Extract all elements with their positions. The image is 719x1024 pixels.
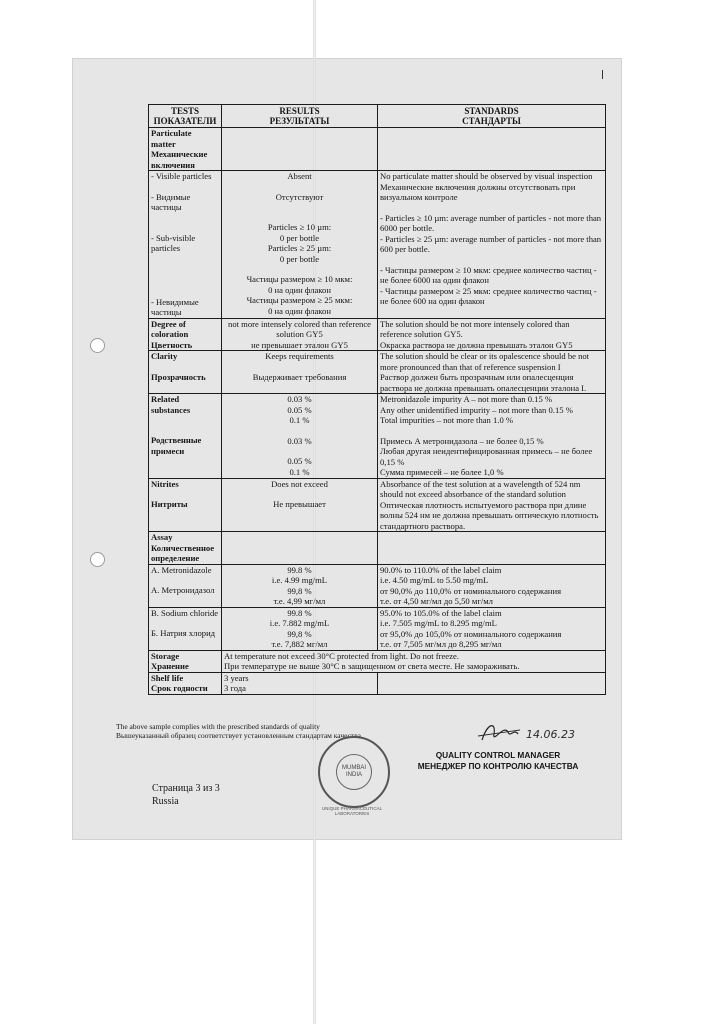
storage-name: Storage Хранение [149,650,222,672]
coloration-row [149,318,606,351]
company-stamp [318,736,390,808]
shelf-life-value: 3 years 3 года [222,672,378,694]
punch-hole-bottom [90,552,105,567]
shelf-life-name: Shelf life Срок годности [149,672,222,694]
assay-test-name: Assay Количественное определение [149,532,222,565]
coloration-result: not more intensely colored than reference solution GY5 не превышает эталон GY5 [222,318,378,351]
related-standards: Metronidazole impurity A – not more than 0.15 % Any other unidentified impurity – not more than 0.15 % Total impurities – not more than 1.0 % Примесь А метронидазола – не более 0,15 % Любая другая неидентифицированная примесь – не более 0,15 % Сумма примесей – не более 1,0 % [378,394,606,479]
nitrites-test-name: Nitrites Нитриты [149,478,222,532]
shelf-life-row [149,672,606,694]
particulate-title-row [149,128,606,171]
clarity-result: Keeps requirements Выдерживает требования [222,351,378,394]
particulate-detail-row [149,171,606,319]
particulate-standards: No particulate matter should be observed by visual inspection Механические включения должны отсутствовать при визуальном контроле - Particles ≥ 10 µm: average number of particles - not more than 6000 per bottle. - Particles ≥ 25 µm: average number of particles - not more than 600 per bottle. - Частицы размером ≥ 10 мкм: среднее количество частиц - не более 6000 на один флакон - Частицы размером ≥ 25 мкм: среднее количество частиц - не более 600 на один флакон [378,171,606,319]
particulate-subtests: - Visible particles - Видимые частицы - Sub-visible particles - Невидимые частицы [149,171,222,319]
punch-hole-top [90,338,105,353]
clarity-standard: The solution should be clear or its opalescence should be not more pronounced than that of reference suspension I Раствор должен быть прозрачным или опалесценция раствора не должна превышать опалесценции эталона I. [378,351,606,394]
assay-title-row [149,532,606,565]
country: Russia [152,796,179,807]
particulate-test-name: Particulate matter Механические включения [149,128,222,171]
scan-mark [602,70,603,79]
assay-metronidazole-name: A. Metronidazole А. Метронидазол [149,564,222,607]
tests-header: TESTS ПОКАЗАТЕЛИ [149,105,222,128]
clarity-test-name: Clarity Прозрачность [149,351,222,394]
related-test-name: Related substances Родственные примеси [149,394,222,479]
assay-sodium-chloride-name: B. Sodium chloride Б. Натрия хлорид [149,607,222,650]
assay-metronidazole-result: 99.8 % i.e. 4.99 mg/mL 99,8 % т.е. 4,99 мг/мл [222,564,378,607]
nitrites-row [149,478,606,532]
coloration-standard: The solution should be not more intensely colored than reference solution GY5. Окраска раствора не должна превышать эталон GY5 [378,318,606,351]
stamp-city: MUMBAI [342,765,366,771]
related-results: 0.03 % 0.05 % 0.1 % 0.03 % 0.05 % 0.1 % [222,394,378,479]
assay-sodium-chloride-row [149,607,606,650]
nitrites-result: Does not exceed Не превышает [222,478,378,532]
assay-sodium-chloride-result: 99.8 % i.e. 7.882 mg/mL 99,8 % т.е. 7,882 мг/мл [222,607,378,650]
page-footer [152,782,220,808]
storage-conditions: At temperature not exceed 30°C protected from light. Do not freeze. При температуре не выше 30°С в защищенном от света месте. Не замораживать. [222,650,606,672]
assay-metronidazole-standard: 90.0% to 110.0% of the label claim i.e. 4.50 mg/mL to 5.50 mg/mL от 90,0% до 110,0% от номинального содержания т.е. от 4,50 мг/мл до 5,50 мг/мл [378,564,606,607]
signature-date: 14.06.23 [526,728,575,741]
standards-header: STANDARDS СТАНДАРТЫ [378,105,606,128]
table-header-row [149,105,606,128]
test-results-table [148,104,606,695]
assay-metronidazole-row [149,564,606,607]
related-substances-row [149,394,606,479]
stamp-country: INDIA [345,772,362,778]
page-number: Страница 3 из 3 [152,783,220,794]
stamp-ring-text: UNIQUE PHARMACEUTICAL LABORATORIES [321,806,383,816]
particulate-results: Absent Отсутствуют Particles ≥ 10 µm: 0 per bottle Particles ≥ 25 µm: 0 per bottle Частицы размером ≥ 10 мкм: 0 на один флакон Частицы размером ≥ 25 мкм: 0 на один флакон [222,171,378,319]
compliance-statement: The above sample complies with the prescribed standards of quality Вышеуказанный образец соответствует установленным стандартам качества [116,722,361,740]
nitrites-standard: Absorbance of the test solution at a wavelength of 524 nm should not exceed absorbance of the standard solution Оптическая плотность испытуемого раствора при длине волны 524 нм не должна превышать оптическую плотность стандартного раствора. [378,478,606,532]
storage-row [149,650,606,672]
signature [474,720,594,746]
coloration-test-name: Degree of coloration Цветность [149,318,222,351]
clarity-row [149,351,606,394]
assay-sodium-chloride-standard: 95.0% to 105.0% of the label claim i.e. 7.505 mg/mL to 8.295 mg/mL от 95,0% до 105,0% от номинального содержания т.е. от 7,505 мг/мл до 8,295 мг/мл [378,607,606,650]
results-header: RESULTS РЕЗУЛЬТАТЫ [222,105,378,128]
quality-control-manager: QUALITY CONTROL MANAGER МЕНЕДЖЕР ПО КОНТРОЛЮ КАЧЕСТВА [417,750,579,771]
